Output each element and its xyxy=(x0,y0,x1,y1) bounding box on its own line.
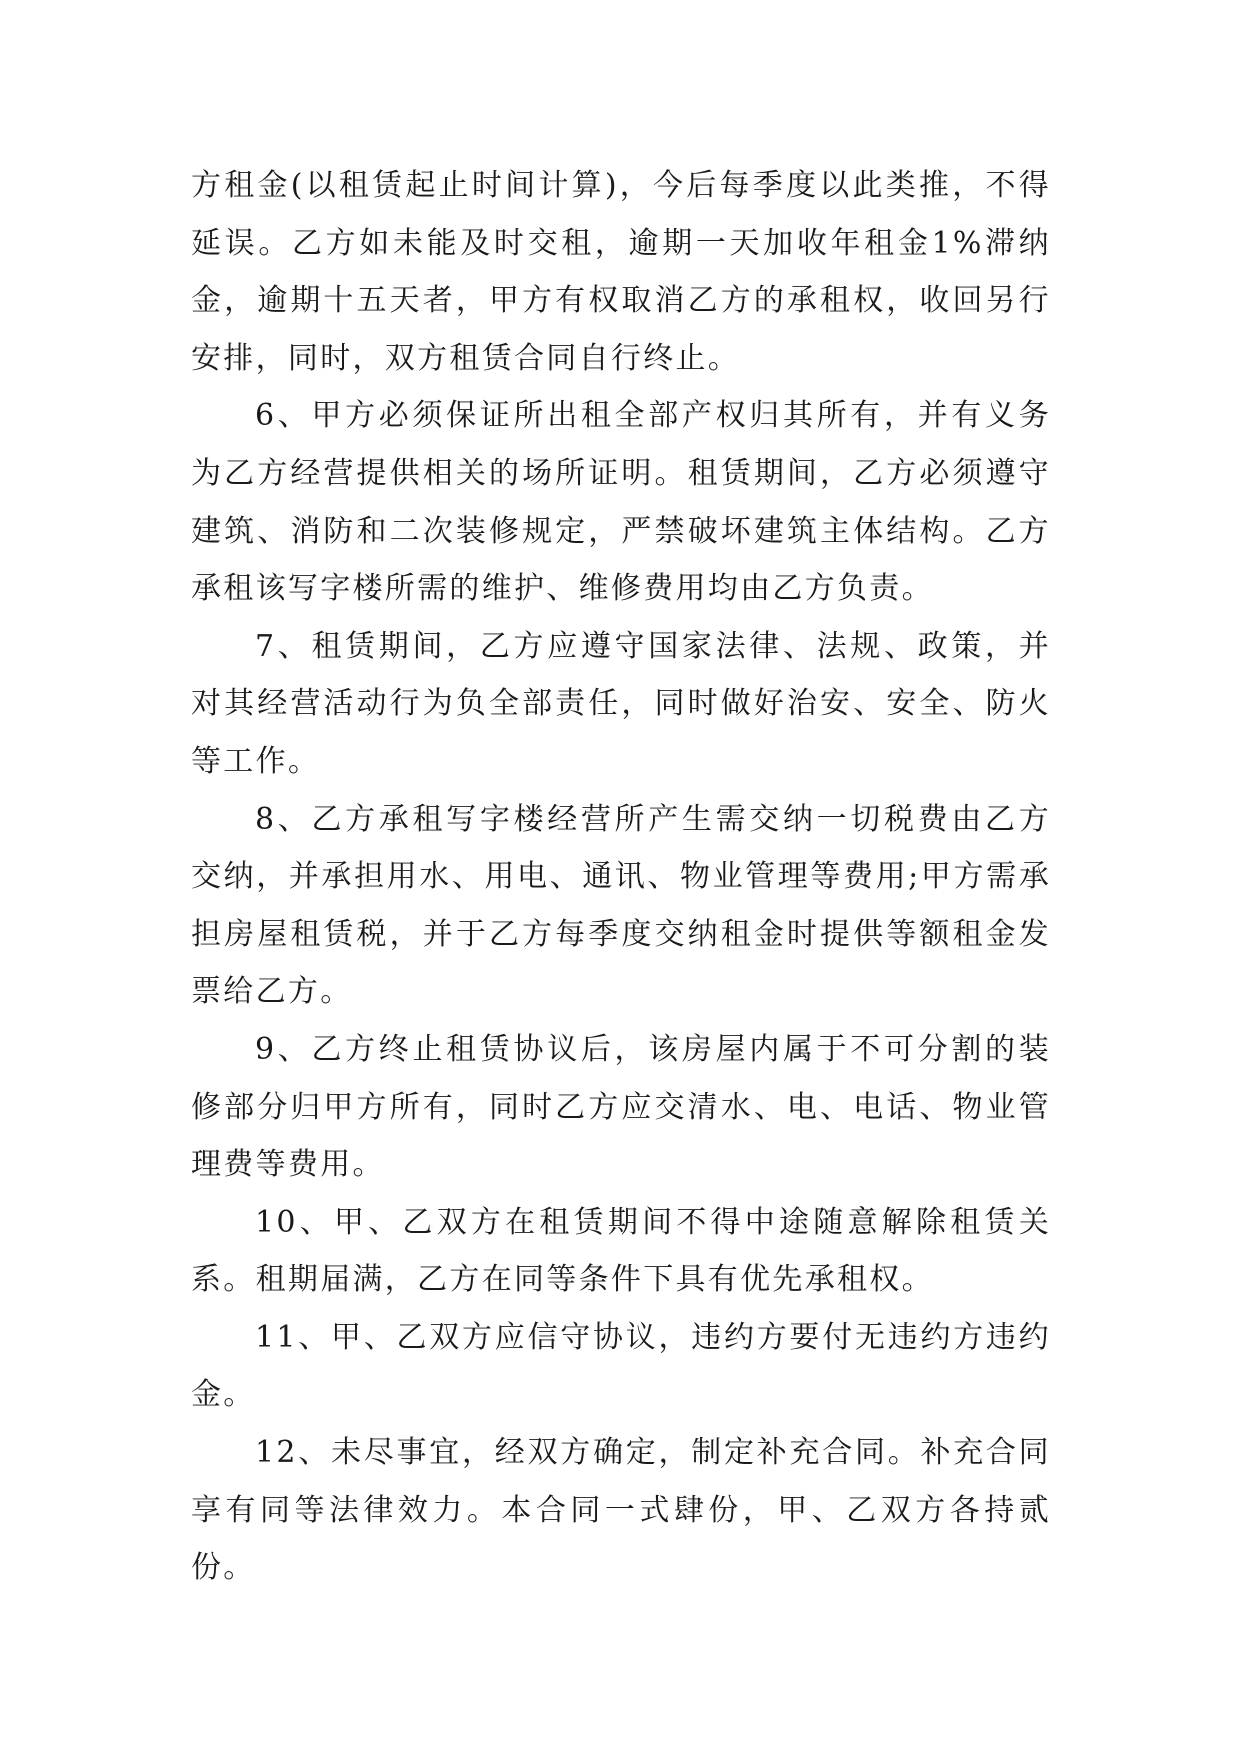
paragraph-clause-12: 12、未尽事宜，经双方确定，制定补充合同。补充合同享有同等法律效力。本合同一式肆份，甲、乙双方各持贰份。 xyxy=(191,1435,1051,1586)
paragraph-clause-8: 8、乙方承租写字楼经营所产生需交纳一切税费由乙方交纳，并承担用水、用电、通讯、物业管理等费用;甲方需承担房屋租赁税，并于乙方每季度交纳租金时提供等额租金发票给乙方。 xyxy=(191,801,1051,1010)
paragraph-clause-9: 9、乙方终止租赁协议后，该房屋内属于不可分割的装修部分归甲方所有，同时乙方应交清水、电、电话、物业管理费等费用。 xyxy=(191,1031,1051,1183)
paragraph-clause-6: 6、甲方必须保证所出租全部产权归其所有，并有义务为乙方经营提供相关的场所证明。租赁期间，乙方必须遵守建筑、消防和二次装修规定，严禁破坏建筑主体结构。乙方承租该写字楼所需的维护、维修费用均由乙方负责。 xyxy=(191,398,1051,607)
paragraph-clause-7: 7、租赁期间，乙方应遵守国家法律、法规、政策，并对其经营活动行为负全部责任，同时做好治安、安全、防火等工作。 xyxy=(191,628,1051,779)
document-body xyxy=(191,157,1051,1597)
paragraph-clause-10: 10、甲、乙双方在租赁期间不得中途随意解除租赁关系。租期届满，乙方在同等条件下具有优先承租权。 xyxy=(191,1204,1051,1298)
paragraph-continuation: 方租金(以租赁起止时间计算)，今后每季度以此类推，不得延误。乙方如未能及时交租，逾期一天加收年租金1%滞纳金，逾期十五天者，甲方有权取消乙方的承租权，收回另行安排，同时，双方租赁合同自行终止。 xyxy=(191,168,1051,376)
paragraph-clause-11: 11、甲、乙双方应信守协议，违约方要付无违约方违约金。 xyxy=(191,1319,1051,1413)
